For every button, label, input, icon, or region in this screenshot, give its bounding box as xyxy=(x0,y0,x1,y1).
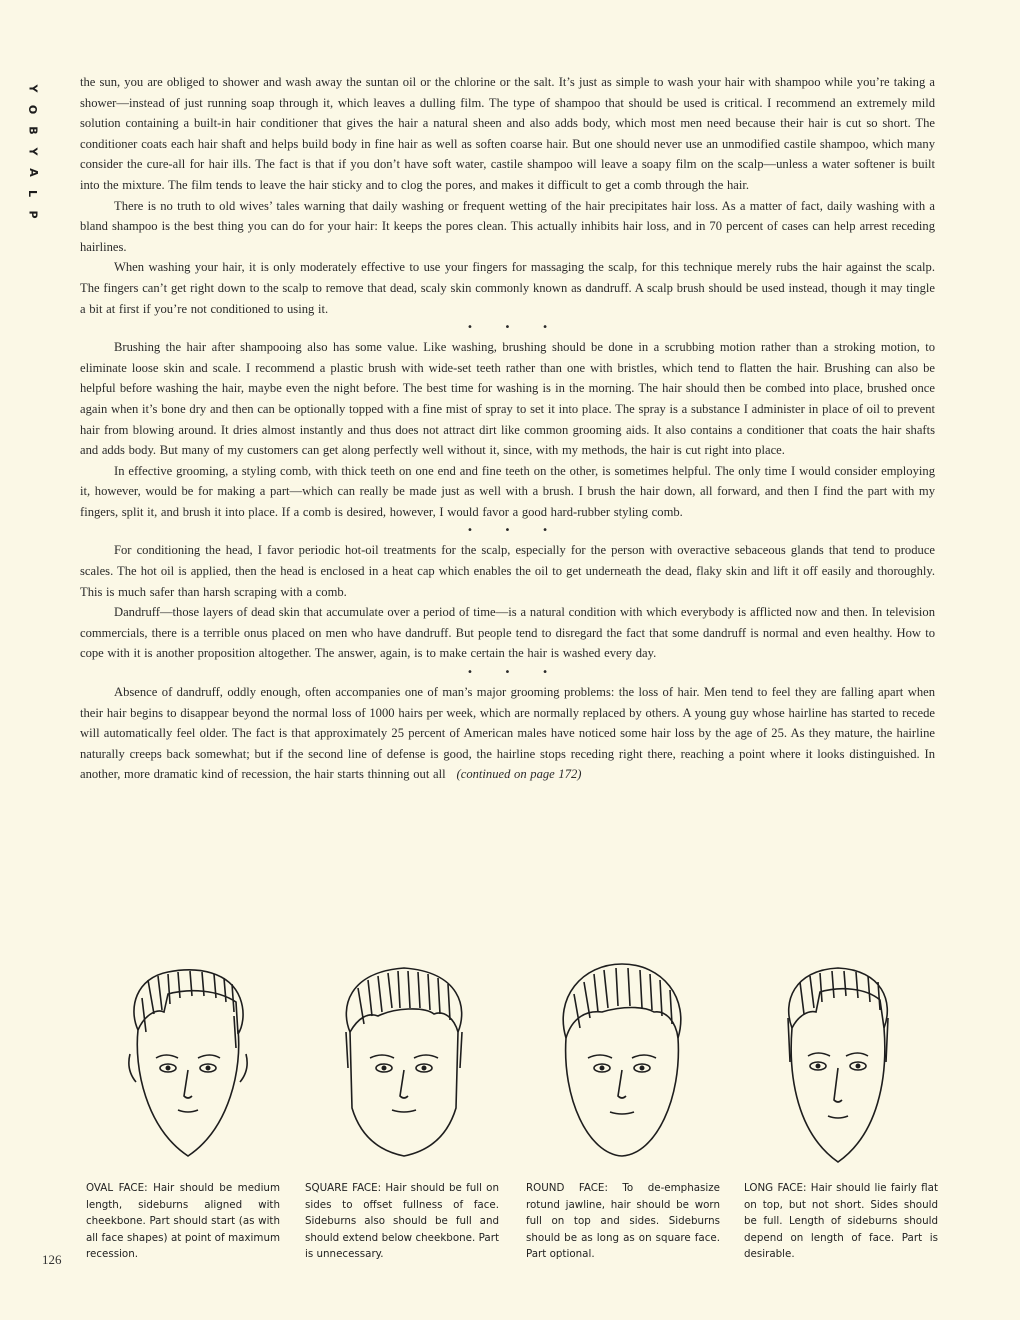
side-letter: A xyxy=(26,168,40,177)
magazine-side-label xyxy=(26,78,40,225)
side-letter: L xyxy=(26,189,40,198)
oval-face-icon xyxy=(98,958,278,1178)
side-letter: Y xyxy=(26,84,40,93)
round-face-icon xyxy=(532,958,712,1178)
article-body xyxy=(80,72,935,785)
section-separator: • • • xyxy=(466,322,563,334)
article-paragraph: the sun, you are obliged to shower and wash away the suntan oil or the chlorine or the salt. It’s just as simple to wash your hair with shampoo while you’re taking a shower—instead of just running soap through it, which leaves a dulling film. The type of shampoo that should be used is critical. I recommend an extremely mild solution containing a built-in hair conditioner that gives the hair a natural sheen and also adds body, which most men need because their hair is cut so short. The conditioner coats each hair shaft and helps build body in fine hair as well as soften coarse hair. But one should never use an unmodified castile shampoo, which many consider the cure-all for hair ills. The fact is that if you don’t have soft water, castile shampoo will leave a soapy film on the scalp—unless a water softener is built into the mixture. The film tends to leave the hair sticky and to clog the pores, and makes it difficult to get a comb through the hair. xyxy=(80,75,935,192)
caption-long-face: LONG FACE: Hair should lie fairly flat on top, but not short. Sides should be full. Length of sideburns should depend on length of face. Part is desirable. xyxy=(744,1182,938,1261)
article-paragraph: Dandruff—those layers of dead skin that accumulate over a period of time—is a natural condition with which everybody is afflicted now and then. In television commercials, there is a terrible onus placed on men who have dandruff. But people tend to disregard the fact that some dandruff is normal and even healthy. How to cope with it is another proposition altogether. The answer, again, is to make certain the hair is washed every day. xyxy=(80,605,935,661)
caption-oval-face: OVAL FACE: Hair should be medium length, sideburns aligned with cheekbone. Part should start (as with all face shapes) at point of maximum recession. xyxy=(86,1182,280,1261)
article-paragraph: For conditioning the head, I favor periodic hot-oil treatments for the scalp, especially for the person with overactive sebaceous glands that tend to produce scales. The hot oil is applied, then the head is enclosed in a heat cap which enables the oil to get underneath the dead, flaky skin and lift it off easily and thoroughly. This is much safer than harsh scraping with a comb. xyxy=(80,543,935,599)
article-paragraph: Brushing the hair after shampooing also has some value. Like washing, brushing should be done in a scrubbing motion rather than a stroking motion, to eliminate loose skin and scale. I recommend a plastic brush with wide-set teeth rather than one with bristles, which tend to flatten the hair. Brushing can also be helpful before washing the hair, maybe even the night before. The best time for washing is in the morning. The hair should then be combed into place, brushed once again when it’s bone dry and then can be optionally topped with a fine mist of spray to set it into place. The spray is a substance I administer in place of oil to prevent hair from blowing around. It dries almost instantly and thus does not attract dirt like common grooming aids. It also contains a conditioner that coats the hair shafts and adds body. But many of my customers can get along perfectly well without it, since, with my methods, the hair is cut right into place. xyxy=(80,340,935,458)
face-illustrations xyxy=(86,958,946,1178)
long-face-icon xyxy=(748,958,928,1178)
side-letter: O xyxy=(26,104,40,115)
article-paragraph: When washing your hair, it is only moderately effective to use your fingers for massaging the scalp, for this technique merely rubs the hair against the scalp. The fingers can’t get right down to the scalp to remove that dead, scaly skin commonly known as dandruff. A scalp brush should be used instead, though it may tingle a bit at first if you’re not conditioned to using it. xyxy=(80,260,935,316)
square-face-icon xyxy=(314,958,494,1178)
article-paragraph: In effective grooming, a styling comb, with thick teeth on one end and fine teeth on the other, is sometimes helpful. The only time I would consider employing it, however, would be for making a part—which can really be made just as well with a brush. I brush the hair down, all forward, and then I find the part with my fingers, split it, and brush it into place. If a comb is desired, however, I would favor a good hard-rubber styling comb. xyxy=(80,463,935,519)
caption-square-face: SQUARE FACE: Hair should be full on sides to offset fullness of face. Sideburns also should be full and should extend below cheekbone. Part is unnecessary. xyxy=(305,1182,499,1261)
face-captions xyxy=(86,1180,946,1280)
side-letter: Y xyxy=(26,147,40,156)
article-paragraph-text: Absence of dandruff, oddly enough, often accompanies one of man’s major grooming problems: the loss of hair. Men tend to feel they are falling apart when their hair begins to disappear beyond the normal loss of 1000 hairs per week, which are normally replaced by others. A young guy whose hairline has started to recede will automatically feel older. The fact is that approximately 25 percent of American males have noticed some hair loss by the age of 25. As they mature, the hairline naturally creeps back somewhat; but if the second line of defense is good, the hairline stops receding right there, reaching a point where it looks distinguished. In another, more dramatic kind of recession, the hair starts thinning out all xyxy=(80,685,935,782)
page-number: 126 xyxy=(42,1252,62,1267)
article-paragraph xyxy=(80,682,935,785)
section-separator: • • • xyxy=(466,667,563,679)
caption-round-face: ROUND FACE: To de-emphasize rotund jawline, hair should be worn full on top and sides. Sideburns should be as long as on square face. Part optional. xyxy=(526,1182,720,1261)
side-letter: B xyxy=(26,126,40,135)
article-paragraph: There is no truth to old wives’ tales warning that daily washing or frequent wetting of the hair precipitates hair loss. As a matter of fact, daily washing with a bland shampoo is the best thing you can do for your hair: It keeps the pores clean. This actually inhibits hair loss, and in 70 percent of cases can help arrest receding hairlines. xyxy=(80,198,935,254)
continued-note: (continued on page 172) xyxy=(456,767,582,782)
side-letter: P xyxy=(26,210,40,219)
section-separator: • • • xyxy=(466,525,563,537)
